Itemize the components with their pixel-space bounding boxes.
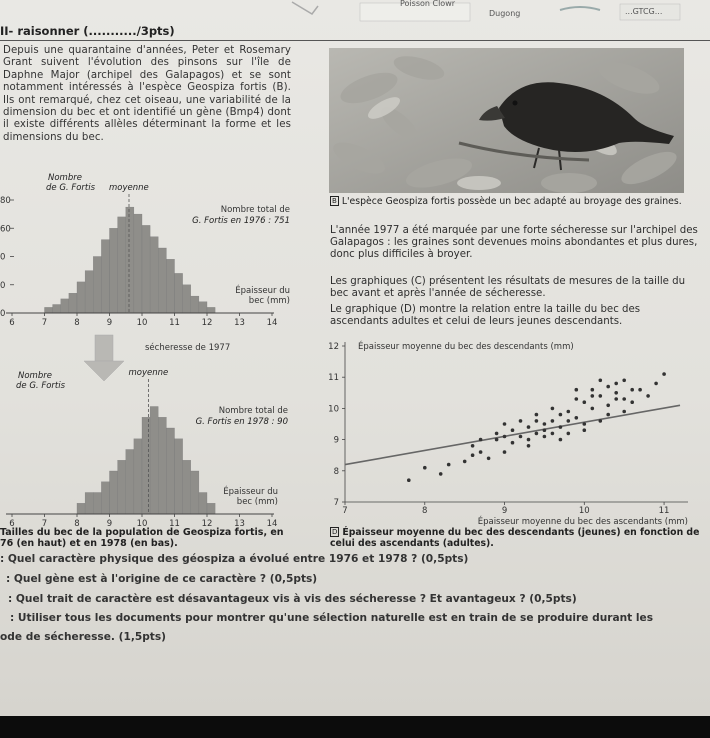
scatter-point	[614, 391, 618, 395]
x-tick-label-1976: 8	[74, 318, 80, 328]
scatter-y-tick-label: 9	[333, 435, 339, 446]
doc-d-caption	[330, 527, 705, 550]
scatter-point	[559, 438, 563, 442]
total-label-line2-1978: G. Fortis en 1978 : 90	[195, 417, 288, 427]
x-tick-label-1978: 6	[9, 519, 15, 529]
scatter-point	[614, 382, 618, 386]
scatter-point	[622, 397, 626, 401]
histogram-bar-1976	[150, 237, 158, 313]
doc-c-caption-line2: 76 (en haut) et en 1978 (en bas).	[0, 538, 178, 550]
x-tick-label-1978: 9	[106, 519, 113, 529]
doc-c-caption-line1: Tailles du bec de la population de Geospiza fortis, en	[0, 527, 284, 538]
scatter-point	[606, 413, 610, 417]
scatter-point	[511, 428, 515, 432]
x-tick-label-1976: 14	[266, 318, 278, 328]
scatter-point	[591, 394, 595, 398]
scatter-point	[503, 422, 507, 426]
scatter-point	[551, 432, 555, 436]
scatter-point	[527, 438, 531, 442]
x-tick-label-1976: 7	[41, 318, 48, 328]
label-dugong: Dugong	[489, 9, 521, 18]
drought-arrow-head	[84, 361, 124, 381]
histogram-bar-1978	[101, 482, 109, 514]
y-label-line1-1976: Nombre	[48, 173, 82, 183]
x-tick-label-1976: 9	[106, 318, 113, 328]
scatter-point	[479, 438, 483, 442]
histogram-bar-1976	[199, 302, 207, 313]
histogram-bar-1978	[166, 428, 174, 514]
label-poisson-clown: Poisson Clowr	[400, 0, 456, 8]
x-tick-label-1976: 10	[136, 318, 148, 328]
scatter-point	[551, 407, 555, 411]
scatter-point	[439, 472, 443, 476]
scatter-point	[407, 478, 411, 482]
histogram-bar-1978	[110, 471, 118, 514]
question-3: : Quel trait de caractère est désavantageux vis à vis des sécheresse ? Et avantageux ? (0,5pts)	[8, 593, 577, 605]
scatter-point	[543, 435, 547, 439]
histogram-bar-1976	[191, 296, 199, 313]
x-tick-label-1976: 6	[9, 318, 15, 328]
scatter-point	[646, 394, 650, 398]
histogram-bar-1976	[126, 207, 134, 313]
x-tick-label-1976: 11	[169, 318, 180, 328]
scatter-point	[622, 410, 626, 414]
scatter-point	[535, 413, 539, 417]
mean-label-1976: moyenne	[109, 183, 149, 193]
scatter-point	[527, 425, 531, 429]
total-label-line2-1976: G. Fortis en 1976 : 751	[192, 216, 290, 226]
scatter-point	[495, 432, 499, 436]
histogram-bar-1976	[158, 248, 166, 313]
scatter-point	[447, 463, 451, 467]
histogram-bar-1976	[53, 305, 61, 314]
x-tick-label-1978: 14	[266, 519, 278, 529]
scatter-point	[543, 422, 547, 426]
scatter-point	[567, 419, 571, 423]
doc-c-caption	[0, 527, 330, 550]
scatter-point	[654, 382, 658, 386]
scatter-y-tick-label: 11	[328, 373, 339, 384]
x-tick-label-1976: 12	[201, 318, 213, 328]
histogram-bar-1978	[199, 493, 207, 515]
scatter-point	[606, 404, 610, 408]
scatter-point	[638, 388, 642, 392]
scatter-point	[471, 444, 475, 448]
drought-arrow-shaft	[95, 335, 113, 361]
histogram-bar-1976	[69, 293, 77, 313]
scatter-point	[622, 379, 626, 383]
x-label-line1-1976: Épaisseur du	[235, 286, 290, 296]
scatter-point	[559, 413, 563, 417]
scatter-point	[575, 397, 579, 401]
doc-d-tag: D	[332, 528, 338, 536]
scatter-point	[606, 385, 610, 389]
y-tick-label-1976: 0	[0, 280, 6, 291]
question-1: : Quel caractère physique des géospiza a évolué entre 1976 et 1978 ? (0,5pts)	[0, 553, 469, 565]
paragraph-graphs-c: Les graphiques (C) présentent les résultats de mesures de la taille du bec avant et après l'année de sécheresse.	[330, 276, 686, 299]
histogram-bar-1976	[61, 299, 69, 313]
scatter-y-tick-label: 12	[328, 342, 339, 352]
scatter-point	[543, 428, 547, 432]
scatter-point	[630, 388, 634, 392]
y-tick-label-1976: 60	[0, 224, 11, 235]
x-tick-label-1978: 11	[169, 519, 180, 529]
scatter-x-tick-label: 11	[658, 506, 670, 516]
scatter-point	[599, 379, 603, 383]
label-gtcg: ...GTCG...	[625, 7, 663, 16]
histogram-bar-1976	[183, 285, 191, 313]
scatter-point	[551, 419, 555, 423]
histogram-bar-1976	[166, 259, 174, 313]
histogram-bar-1978	[134, 439, 142, 514]
scatter-point	[662, 372, 666, 376]
scatter-point	[535, 419, 539, 423]
total-label-line1-1978: Nombre total de	[218, 406, 288, 416]
x-tick-label-1978: 10	[136, 519, 148, 529]
scatter-y-tick-label: 10	[328, 404, 339, 415]
scatter-y-tick-label: 8	[333, 466, 339, 477]
y-tick-label-1976: 0	[0, 309, 6, 319]
scatter-title: Épaisseur moyenne du bec des descendants (mm)	[358, 342, 574, 352]
scatter-point	[567, 432, 571, 436]
scatter-point	[591, 407, 595, 411]
question-2: : Quel gène est à l'origine de ce caractère ? (0,5pts)	[6, 573, 318, 585]
scatter-point	[599, 394, 603, 398]
scatter-point	[575, 388, 579, 392]
y-label-line2-1978: de G. Fortis	[16, 381, 66, 391]
scatter-point	[519, 419, 523, 423]
paragraph-drought: L'année 1977 a été marquée par une forte sécheresse sur l'archipel des Galapagos : les graines sont devenues moins abondantes et plus dures, donc plus difficiles à broyer.	[330, 225, 698, 260]
mean-label-1978: moyenne	[128, 368, 169, 378]
histogram-bar-1978	[126, 450, 134, 515]
total-label-line1-1976: Nombre total de	[220, 205, 290, 215]
scatter-point	[535, 432, 539, 436]
histogram-bar-1976	[142, 225, 150, 313]
regression-line	[345, 405, 680, 464]
scatter-point	[487, 457, 491, 461]
scatter-x-tick-label: 7	[342, 506, 348, 516]
x-tick-label-1978: 12	[201, 519, 213, 529]
scatter-point	[583, 400, 587, 404]
histogram-bar-1976	[175, 273, 183, 313]
doc-b-caption-text: L'espèce Geospiza fortis possède un bec adapté au broyage des graines.	[341, 196, 682, 207]
histogram-bar-1976	[77, 282, 85, 313]
scatter-point	[511, 441, 515, 445]
scatter-point	[567, 410, 571, 414]
scatter-point	[503, 450, 507, 454]
x-tick-label-1978: 7	[41, 519, 48, 529]
question-4-line1: : Utiliser tous les documents pour montrer qu'une sélection naturelle est en train de se produire durant les	[10, 612, 654, 624]
histogram-bar-1978	[191, 471, 199, 514]
scatter-x-tick-label: 10	[578, 506, 590, 516]
y-tick-label-1976: 80	[0, 196, 11, 206]
scatter-x-tick-label: 9	[501, 506, 508, 516]
histogram-bar-1978	[93, 493, 101, 515]
paragraph-graph-d: Le graphique (D) montre la relation entre la taille du bec des ascendants adultes et celui de leurs jeunes descendants.	[330, 304, 641, 327]
scatter-point	[479, 450, 483, 454]
x-tick-label-1978: 13	[234, 519, 245, 529]
histogram-bar-1976	[110, 228, 118, 313]
x-label-line2-1978: bec (mm)	[236, 497, 278, 507]
histogram-bar-1976	[134, 214, 142, 313]
scatter-y-tick-label: 7	[333, 498, 339, 508]
histogram-bar-1978	[85, 493, 93, 515]
scatter-point	[591, 388, 595, 392]
intro-paragraph: Depuis une quarantaine d'années, Peter et Rosemary Grant suivent l'évolution des pinsons sur l'île de Daphne Major (archipel des Galapagos) et se sont notamment intéressés à l'espèce Geospiza fortis (B). Ils ont remarqué, chez cet oiseau, une variabilité de la dimension du bec et ont identifié un gène (Bmp4) dont il existe différents allèles déterminant la forme et les dimensions du bec.	[3, 45, 291, 143]
scatter-point	[519, 435, 523, 439]
drought-label: sécheresse de 1977	[145, 343, 231, 353]
histogram-bar-1976	[101, 240, 109, 313]
histogram-bar-1978	[77, 503, 85, 514]
histogram-bar-1976	[85, 271, 93, 313]
histogram-bar-1978	[150, 407, 158, 515]
scatter-point	[559, 425, 563, 429]
scatter-point	[575, 416, 579, 420]
scatter-x-tick-label: 8	[422, 506, 428, 516]
scatter-point	[630, 400, 634, 404]
y-label-line1-1978: Nombre	[18, 371, 52, 381]
histogram-bar-1976	[45, 307, 53, 313]
scatter-point	[583, 428, 587, 432]
scatter-point	[599, 419, 603, 423]
histogram-bar-1978	[175, 439, 183, 514]
x-tick-label-1976: 13	[234, 318, 245, 328]
scatter-point	[463, 460, 467, 464]
histogram-bar-1976	[207, 307, 215, 313]
histogram-bar-1978	[158, 417, 166, 514]
section-title: II- raisonner (.........../3pts)	[0, 24, 175, 38]
x-tick-label-1978: 8	[74, 519, 80, 529]
scatter-point	[495, 438, 499, 442]
scatter-point	[614, 397, 618, 401]
scatter-point	[471, 453, 475, 457]
y-label-line2-1976: de G. Fortis	[46, 183, 96, 193]
x-label-line2-1976: bec (mm)	[248, 296, 290, 306]
scatter-point	[527, 444, 531, 448]
x-label-line1-1978: Épaisseur du	[223, 487, 278, 497]
doc-d-caption-text: Épaisseur moyenne du bec des descendants (jeunes) en fonction de celui des ascendants (adultes).	[330, 527, 700, 550]
doc-b-tag: B	[332, 197, 337, 205]
scatter-x-label: Épaisseur moyenne du bec des ascendants (mm)	[477, 517, 688, 527]
scatter-point	[423, 466, 427, 470]
y-tick-label-1976: 0	[0, 252, 6, 263]
scatter-point	[503, 435, 507, 439]
histogram-bar-1976	[118, 217, 126, 313]
scatter-point	[583, 422, 587, 426]
histogram-bar-1978	[118, 460, 126, 514]
histogram-bar-1976	[93, 257, 101, 314]
histogram-bar-1978	[207, 503, 215, 514]
question-4-line2: ode de sécheresse. (1,5pts)	[0, 631, 167, 643]
histogram-bar-1978	[183, 460, 191, 514]
